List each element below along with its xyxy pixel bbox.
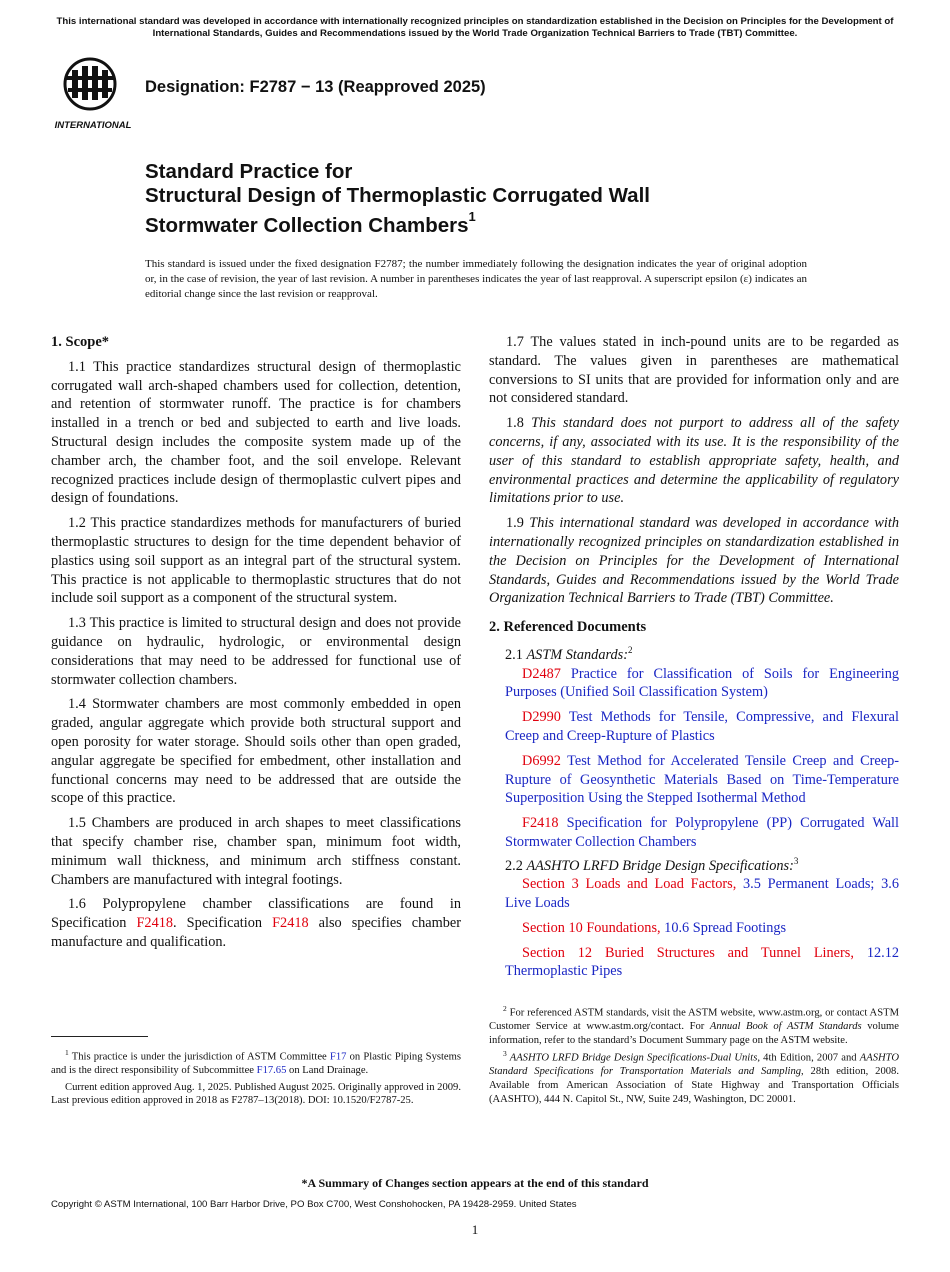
left-column xyxy=(51,333,461,952)
footnotes-right xyxy=(489,1002,899,1106)
aashto-subsection-link[interactable]: 12.12 Thermoplastic Pipes xyxy=(505,944,900,980)
reference-title-link[interactable]: Test Methods for Tensile, Compressive, and Flexural Creep and Creep-Rupture of Plastics xyxy=(505,709,899,744)
astm-reference-item[interactable] xyxy=(489,814,899,852)
paragraph-1-6 xyxy=(51,895,461,951)
paragraph-1-7: 1.7 The values stated in inch-pound units are to be regarded as standard. The values given in parentheses are mathematical conversions to SI units that are provided for information only and are not considered standard. xyxy=(489,334,899,407)
title-line-3-text: Stormwater Collection Chambers xyxy=(145,213,469,237)
p1-6-text-a: 1.6 Polypropylene chamber classifications are found in Specification xyxy=(51,896,461,932)
p1-8-num: 1.8 xyxy=(506,415,532,432)
fn3-text-b: , 28th edition, 2008. Available from American Association of State Highway and Transportation Officials (AASHTO), 444 N. Capitol St., NW, Suite 249, Washington, DC 20001. xyxy=(489,1066,899,1105)
fn3-italic-2: AASHTO Standard Specifications for Transportation Materials and Sampling xyxy=(489,1052,899,1078)
astm-footnote-mark: 2 xyxy=(628,644,633,655)
footnote-2 xyxy=(489,1002,899,1047)
paragraph-1-3: 1.3 This practice is limited to structural design and does not provide guidance on hydraulic, hydrologic, or environmental design considerations that may need to be addressed for functional use of stormwater collection chambers. xyxy=(51,615,461,688)
fn1-text-c: on Land Drainage. xyxy=(286,1065,369,1077)
aashto-reference-item[interactable] xyxy=(489,919,899,938)
fn2-italic: Annual Book of ASTM Standards xyxy=(709,1021,862,1033)
aashto-subheading xyxy=(489,852,899,876)
aashto-num: 2.2 xyxy=(505,857,527,874)
paragraph-1-4: 1.4 Stormwater chambers are most commonly embedded in open graded, angular aggregate which provide both structural support and open porosity for water storage. Should soils other than open graded, angular aggregate be specified for embedment, other installation and functional concerns may need to be addressed that are outside the scope of this practice. xyxy=(51,696,461,807)
reference-title-link[interactable]: Specification for Polypropylene (PP) Corrugated Wall Stormwater Collection Chambers xyxy=(505,815,899,850)
link-f2418-second[interactable]: F2418 xyxy=(272,915,309,932)
footnote-3 xyxy=(489,1047,899,1106)
reference-code-link[interactable]: D2990 xyxy=(522,709,561,726)
title-line-1: Standard Practice for xyxy=(145,160,353,183)
page-number: 1 xyxy=(471,1222,479,1237)
footnote-divider xyxy=(51,1036,148,1037)
paragraph-1-1: 1.1 This practice standardizes structural design of thermoplastic corrugated wall arch-shaped chambers used for collection, detention, and retention of stormwater runoff. The practice is for chambers installed in a trench or bed and subjected to earth and live loads. Structural design includes the composite system made up of the chamber arch, the chamber foot, and the soil envelope. Relevant recognized practices include design of thermoplastic culvert pipes and design of foundations. xyxy=(51,358,461,507)
aashto-label: AASHTO LRFD Bridge Design Specifications: xyxy=(526,857,794,874)
paragraph-1-8 xyxy=(489,414,899,508)
p1-6-text-b: . Specification xyxy=(173,915,273,932)
aashto-subsection-link[interactable]: 10.6 Spread Footings xyxy=(660,919,787,936)
p1-8-text: This standard does not purport to address all of the safety concerns, if any, associated with its use. It is the responsibility of the user of this standard to establish appropriate safety, health, and environmental practices and determine the applicability of regulatory limitations prior to use. xyxy=(489,415,899,507)
title-footnote-mark: 1 xyxy=(468,209,476,224)
paragraph-1-9 xyxy=(489,514,899,608)
astm-standards-subheading xyxy=(489,641,899,665)
astm-logo xyxy=(50,54,136,134)
astm-reference-item[interactable] xyxy=(489,665,899,703)
summary-of-changes-note: *A Summary of Changes section appears at the end of this standard xyxy=(301,1176,649,1190)
designation: Designation: F2787 − 13 (Reapproved 2025) xyxy=(145,78,486,96)
aashto-subsection-link[interactable]: 3.5 Permanent Loads; 3.6 Live Loads xyxy=(505,876,899,912)
astm-reference-item[interactable] xyxy=(489,752,899,808)
p1-6-text-c: also specifies chamber manufacture and qualification. xyxy=(51,915,461,950)
p1-9-text: This international standard was developed in accordance with internationally recognized principles on standardization established in the Decision on Principles for the Development of International Standards, Guides and Recommendations issued by the World Trade Organization Technical Barriers to Trade (TBT) Committee. xyxy=(489,515,899,607)
document-title xyxy=(145,160,845,238)
reference-code-link[interactable]: F2418 xyxy=(522,815,559,832)
footnotes-left xyxy=(51,1046,461,1108)
fn1-text-a: This practice is under the jurisdiction of ASTM Committee xyxy=(68,1051,330,1063)
aashto-footnote-mark: 3 xyxy=(793,855,799,866)
link-f2418[interactable]: F2418 xyxy=(136,915,174,932)
fn3-text-a: , 4th Edition, 2007 and xyxy=(757,1052,860,1064)
title-line-3 xyxy=(145,208,845,238)
p1-9-num: 1.9 xyxy=(506,515,530,532)
aashto-section-link[interactable]: Section 10 Foundations, xyxy=(522,919,661,936)
fn2-text-a: For referenced ASTM standards, visit the ASTM website, www.astm.org, or contact ASTM Customer Service at www.astm.org/contact. For xyxy=(489,1007,899,1033)
section-heading-scope: 1. Scope* xyxy=(51,334,109,350)
fn3-italic-1: AASHTO LRFD Bridge Design Specifications-Dual Units xyxy=(506,1052,758,1064)
link-f17[interactable]: F17 xyxy=(329,1051,347,1063)
paragraph-1-2: 1.2 This practice standardizes methods for manufacturers of buried thermoplastic structures to design for the time dependent behavior of plastics using soil support as an integral part of the structural system. This practice is not applicable to thermoplastic structures that do not include soil support as a component of the structural system. xyxy=(51,515,461,607)
logo-text: INTERNATIONAL xyxy=(54,120,132,131)
astm-standards-list xyxy=(489,665,899,852)
footnote-edition: Current edition approved Aug. 1, 2025. Published August 2025. Originally approved in 2009. Last previous edition approved in 2018 as F2787–13(2018). DOI: 10.1520/F2787-25. xyxy=(51,1081,461,1107)
fn2-mark: 2 xyxy=(503,1004,507,1013)
aashto-reference-item[interactable] xyxy=(489,875,899,913)
aashto-section-link[interactable]: Section 12 Buried Structures and Tunnel Liners, xyxy=(522,944,854,961)
top-notice: This international standard was developed in accordance with internationally recognized principles on standardization established in the Decision on Principles for the Development of International Standards, Guides and Recommendations issued by the World Trade Organization Technical Barriers to Trade (TBT) Committee. xyxy=(56,16,894,39)
astm-num: 2.1 xyxy=(505,646,527,663)
reference-code-link[interactable]: D2487 xyxy=(522,665,561,682)
paragraph-1-5: 1.5 Chambers are produced in arch shapes to meet classifications that specify chamber rise, chamber span, minimum foot width, minimum wall thickness, and minimum arch stiffness constant. Chambers are manufactured with integral footings. xyxy=(51,815,461,888)
reference-title-link[interactable]: Test Method for Accelerated Tensile Creep and Creep-Rupture of Geosynthetic Materials Based on Time-Temperature Superposition Using the Stepped Isothermal Method xyxy=(505,752,899,807)
aashto-list xyxy=(489,875,899,981)
fn3-mark: 3 xyxy=(503,1049,507,1059)
title-line-2: Structural Design of Thermoplastic Corrugated Wall xyxy=(145,184,650,207)
fn1-mark: 1 xyxy=(65,1048,69,1057)
footnote-1 xyxy=(51,1046,461,1078)
aashto-reference-item[interactable] xyxy=(489,944,899,982)
aashto-section-link[interactable]: Section 3 Loads and Load Factors, xyxy=(522,876,737,893)
link-f17-65[interactable]: F17.65 xyxy=(256,1065,287,1077)
reference-code-link[interactable]: D6992 xyxy=(522,752,561,769)
reference-title-link[interactable]: Practice for Classification of Soils for Engineering Purposes (Unified Soil Classification System) xyxy=(505,665,899,701)
astm-label: ASTM Standards: xyxy=(526,646,628,663)
astm-international-logo-icon xyxy=(50,54,136,134)
section-heading-referenced-documents: 2. Referenced Documents xyxy=(489,619,647,636)
intro-paragraph: This standard is issued under the fixed designation F2787; the number immediately following the designation indicates the year of original adoption or, in the case of revision, the year of last revision. A number in parentheses indicates the year of last reapproval. A superscript epsilon (ε) indicates an editorial change since the last revision or reapproval. xyxy=(145,258,807,301)
right-column xyxy=(489,333,899,981)
fn2-text-b: volume information, refer to the standard’s Document Summary page on the ASTM website. xyxy=(489,1021,899,1046)
fn1-text-b: on Plastic Piping Systems and is the direct responsibility of Subcommittee xyxy=(51,1051,461,1077)
copyright: Copyright © ASTM International, 100 Barr Harbor Drive, PO Box C700, West Conshohocken, PA 19428-2959. United States xyxy=(51,1199,577,1210)
astm-reference-item[interactable] xyxy=(489,708,899,746)
